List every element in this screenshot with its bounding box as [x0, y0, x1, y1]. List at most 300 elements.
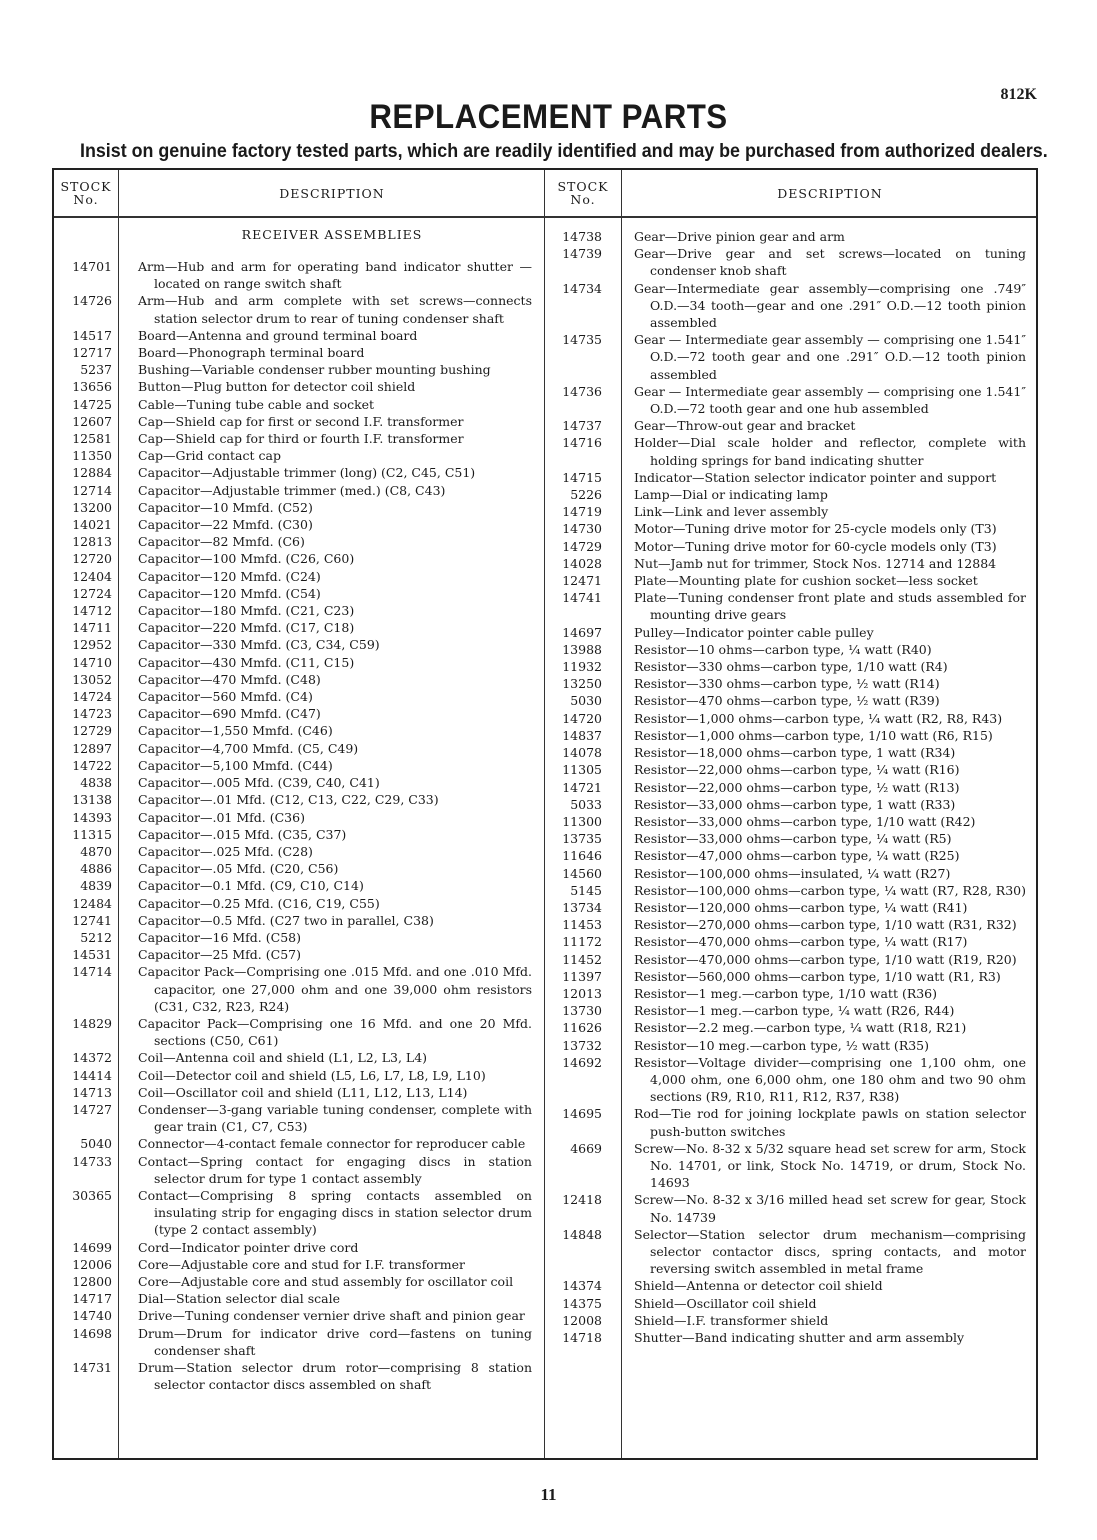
- stock-number: 14829: [72, 1015, 112, 1031]
- part-description: Condenser—3-gang variable tuning condenser, complete with gear train (C1, C7, C53): [138, 1101, 532, 1135]
- part-description: Plate—Mounting plate for cushion socket—less socket: [634, 573, 978, 589]
- table-row: [548, 469, 1038, 486]
- part-description: Rod—Tie rod for joining lockplate pawls on station selector push-button switches: [634, 1106, 1026, 1139]
- stock-number: 12720: [72, 551, 112, 567]
- table-row: [54, 946, 544, 963]
- part-description: Link—Link and lever assembly: [634, 504, 829, 520]
- part-description: Drum—Station selector drum rotor—comprising 8 station selector contactor discs assembled on shaft: [138, 1360, 532, 1393]
- table-row: [54, 533, 544, 550]
- table-row: [54, 464, 544, 481]
- page-title: REPLACEMENT PARTS: [369, 98, 728, 136]
- table-row: [548, 916, 1038, 933]
- stock-number: 12813: [72, 534, 112, 550]
- header-description-right: DESCRIPTION: [777, 185, 883, 201]
- table-row: [548, 882, 1038, 899]
- stock-number: 12729: [72, 723, 112, 739]
- stock-number: 12013: [562, 985, 602, 1001]
- part-description: Resistor—18,000 ohms—carbon type, 1 watt (R34): [634, 745, 956, 761]
- part-description: Capacitor—22 Mmfd. (C30): [138, 517, 313, 533]
- model-code: 812K: [1000, 86, 1037, 103]
- part-description: Resistor—33,000 ohms—carbon type, ¼ watt (R5): [634, 831, 952, 847]
- stock-number: 4669: [570, 1140, 602, 1156]
- stock-number: 11315: [72, 826, 112, 842]
- table-row: [54, 877, 544, 894]
- stock-number: 14697: [562, 624, 602, 640]
- part-description: Resistor—33,000 ohms—carbon type, 1 watt (R33): [634, 796, 956, 812]
- stock-number: 14560: [562, 865, 602, 881]
- table-row: [54, 550, 544, 567]
- stock-number: 14729: [562, 538, 602, 554]
- table-row: [54, 413, 544, 430]
- part-description: Resistor—330 ohms—carbon type, 1/10 watt (R4): [634, 659, 948, 675]
- stock-number: 11350: [72, 448, 112, 464]
- stock-number: 12884: [72, 465, 112, 481]
- table-row: [548, 1105, 1038, 1139]
- part-description: Capacitor—120 Mmfd. (C54): [138, 585, 321, 601]
- part-description: Shield—I.F. transformer shield: [634, 1312, 829, 1328]
- table-row: [548, 1191, 1038, 1225]
- table-row: [548, 847, 1038, 864]
- table-header: [54, 170, 1036, 218]
- table-row: [54, 499, 544, 516]
- table-row: [54, 963, 544, 1015]
- table-row: [54, 671, 544, 688]
- table-row: [548, 641, 1038, 658]
- stock-number: 5226: [570, 487, 602, 503]
- stock-number: 12714: [72, 482, 112, 498]
- stock-number: 14719: [562, 504, 602, 520]
- part-description: Capacitor—1,550 Mmfd. (C46): [138, 723, 333, 739]
- stock-number: 11626: [562, 1020, 602, 1036]
- part-description: Coil—Oscillator coil and shield (L11, L12, L13, L14): [138, 1084, 468, 1100]
- table-row: [548, 520, 1038, 537]
- part-description: Indicator—Station selector indicator pointer and support: [634, 469, 997, 485]
- table-row: [548, 245, 1038, 279]
- table-row: [54, 378, 544, 395]
- table-row: [54, 516, 544, 533]
- stock-number: 14721: [562, 779, 602, 795]
- part-description: Resistor—22,000 ohms—carbon type, ¼ watt (R16): [634, 762, 960, 778]
- part-description: Gear—Intermediate gear assembly—comprising one .749″ O.D.—34 tooth—gear and one .291″ O.D.—12 tooth pinion assembled: [634, 280, 1026, 331]
- table-row: [54, 1153, 544, 1187]
- stock-number: 14375: [562, 1295, 602, 1311]
- part-description: Gear—Drive gear and set screws—located on tuning condenser knob shaft: [634, 246, 1026, 279]
- part-description: Drive—Tuning condenser vernier drive shaft and pinion gear: [138, 1308, 525, 1324]
- stock-number: 14737: [562, 418, 602, 434]
- part-description: Resistor—33,000 ohms—carbon type, 1/10 watt (R42): [634, 813, 976, 829]
- stock-number: 14739: [562, 246, 602, 262]
- table-row: [548, 899, 1038, 916]
- table-row: [548, 761, 1038, 778]
- table-row: [548, 555, 1038, 572]
- stock-number: 14725: [72, 396, 112, 412]
- stock-number: 14717: [72, 1291, 112, 1307]
- part-description: Resistor—270,000 ohms—carbon type, 1/10 watt (R31, R32): [634, 917, 1017, 933]
- table-row: [548, 503, 1038, 520]
- part-description: Resistor—1,000 ohms—carbon type, ¼ watt (R2, R8, R43): [634, 710, 1003, 726]
- part-description: Resistor—22,000 ohms—carbon type, ½ watt (R13): [634, 779, 960, 795]
- table-row: [54, 396, 544, 413]
- part-description: Capacitor—25 Mfd. (C57): [138, 947, 301, 963]
- table-row: [54, 722, 544, 739]
- table-row: [548, 658, 1038, 675]
- part-description: Capacitor—690 Mmfd. (C47): [138, 706, 321, 722]
- table-row: [54, 688, 544, 705]
- stock-number: 13138: [72, 792, 112, 808]
- stock-number: 14531: [72, 947, 112, 963]
- part-description: Capacitor—220 Mmfd. (C17, C18): [138, 620, 355, 636]
- part-description: Drum—Drum for indicator drive cord—fastens on tuning condenser shaft: [138, 1325, 532, 1358]
- table-row: [54, 860, 544, 877]
- table-row: [54, 740, 544, 757]
- part-description: Connector—4-contact female connector for reproducer cable: [138, 1136, 526, 1152]
- table-row: [548, 1295, 1038, 1312]
- part-description: Cable—Tuning tube cable and socket: [138, 396, 375, 412]
- part-description: Capacitor—.015 Mfd. (C35, C37): [138, 826, 347, 842]
- table-row: [54, 1290, 544, 1307]
- table-row: [548, 486, 1038, 503]
- stock-number: 14021: [72, 517, 112, 533]
- table-row: [54, 636, 544, 653]
- table-row: [54, 826, 544, 843]
- table-row: [548, 968, 1038, 985]
- table-row: [548, 865, 1038, 882]
- part-description: Holder—Dial scale holder and reflector, complete with holding springs for band indicating shutter: [634, 435, 1026, 468]
- stock-number: 14740: [72, 1308, 112, 1324]
- stock-number: 13052: [72, 671, 112, 687]
- stock-number: 14715: [562, 469, 602, 485]
- table-row: [548, 1140, 1038, 1192]
- stock-number: 14692: [562, 1054, 602, 1070]
- part-description: Capacitor—10 Mmfd. (C52): [138, 499, 313, 515]
- stock-number: 13730: [562, 1003, 602, 1019]
- part-description: Arm—Hub and arm complete with set screws—connects station selector drum to rear of tuning condenser shaft: [138, 293, 532, 326]
- stock-number: 14731: [72, 1360, 112, 1375]
- stock-number: 11646: [562, 848, 602, 864]
- part-description: Capacitor—.01 Mfd. (C36): [138, 809, 305, 825]
- table-row: [54, 1084, 544, 1101]
- table-row: [54, 757, 544, 774]
- part-description: Cord—Indicator pointer drive cord: [138, 1239, 359, 1255]
- part-description: Lamp—Dial or indicating lamp: [634, 487, 828, 503]
- stock-number: 14848: [562, 1226, 602, 1242]
- part-description: Coil—Detector coil and shield (L5, L6, L7, L8, L9, L10): [138, 1067, 486, 1083]
- part-description: Resistor—1 meg.—carbon type, ¼ watt (R26, R44): [634, 1003, 955, 1019]
- stock-number: 12897: [72, 740, 112, 756]
- table-row: [54, 895, 544, 912]
- part-description: Capacitor—180 Mmfd. (C21, C23): [138, 603, 355, 619]
- part-description: Resistor—1,000 ohms—carbon type, 1/10 watt (R6, R15): [634, 727, 993, 743]
- stock-number: 12418: [562, 1192, 602, 1208]
- header-stock-left: STOCK No.: [60, 179, 112, 207]
- table-row: [54, 361, 544, 378]
- stock-number: 14699: [72, 1239, 112, 1255]
- stock-number: 14727: [72, 1101, 112, 1117]
- table-row: [548, 331, 1038, 383]
- part-description: Resistor—560,000 ohms—carbon type, 1/10 watt (R1, R3): [634, 968, 1001, 984]
- stock-number: 14720: [562, 710, 602, 726]
- table-row: [54, 809, 544, 826]
- table-row: [54, 1359, 544, 1393]
- stock-number: 14733: [72, 1153, 112, 1169]
- stock-number: 14028: [562, 555, 602, 571]
- stock-number: 13734: [562, 899, 602, 915]
- stock-number: 5033: [570, 796, 602, 812]
- part-description: Contact—Spring contact for engaging discs in station selector drum for type 1 contact assembly: [138, 1153, 532, 1186]
- table-row: [548, 796, 1038, 813]
- table-row: [548, 779, 1038, 796]
- stock-number: 14711: [72, 620, 112, 636]
- part-description: Board—Antenna and ground terminal board: [138, 327, 418, 343]
- stock-number: 14738: [562, 229, 602, 244]
- part-description: Capacitor—0.1 Mfd. (C9, C10, C14): [138, 878, 364, 894]
- stock-number: 14726: [72, 293, 112, 309]
- table-row: [548, 675, 1038, 692]
- stock-number: 14735: [562, 332, 602, 348]
- part-description: Resistor—10 ohms—carbon type, ¼ watt (R40): [634, 641, 932, 657]
- table-row: [548, 1019, 1038, 1036]
- table-row: [548, 383, 1038, 417]
- table-row: [548, 744, 1038, 761]
- stock-number: 12471: [562, 573, 602, 589]
- stock-number: 12607: [72, 413, 112, 429]
- table-row: [548, 538, 1038, 555]
- stock-number: 14722: [72, 757, 112, 773]
- part-description: Capacitor—.005 Mfd. (C39, C40, C41): [138, 775, 380, 791]
- table-row: [548, 1037, 1038, 1054]
- stock-number: 12717: [72, 345, 112, 361]
- part-description: Shield—Antenna or detector coil shield: [634, 1278, 883, 1294]
- table-row: [548, 985, 1038, 1002]
- part-description: Resistor—100,000 ohms—carbon type, ¼ watt (R7, R28, R30): [634, 882, 1026, 898]
- part-description: Capacitor Pack—Comprising one 16 Mfd. and one 20 Mfd. sections (C50, C61): [138, 1015, 532, 1049]
- part-description: Gear—Throw-out gear and bracket: [634, 418, 856, 434]
- stock-number: 12581: [72, 431, 112, 447]
- stock-number: 13988: [562, 641, 602, 657]
- table-row: [54, 344, 544, 361]
- stock-number: 13250: [562, 676, 602, 692]
- header-description-left: DESCRIPTION: [279, 185, 385, 201]
- stock-number: 5237: [80, 362, 112, 378]
- table-row: [54, 327, 544, 344]
- stock-number: 12006: [72, 1256, 112, 1272]
- part-description: Nut—Jamb nut for trimmer, Stock Nos. 12714 and 12884: [634, 555, 997, 571]
- part-description: Resistor—2.2 meg.—carbon type, ¼ watt (R18, R21): [634, 1020, 967, 1036]
- table-row: [54, 843, 544, 860]
- stock-number: 13732: [562, 1037, 602, 1053]
- part-description: Shield—Oscillator coil shield: [634, 1295, 817, 1311]
- part-description: Capacitor—.01 Mfd. (C12, C13, C22, C29, C33): [138, 792, 439, 808]
- stock-number: 11300: [562, 813, 602, 829]
- table-row: [548, 572, 1038, 589]
- table-row: [54, 430, 544, 447]
- part-description: Capacitor—100 Mmfd. (C26, C60): [138, 551, 355, 567]
- table-row: [54, 1273, 544, 1290]
- table-row: [54, 791, 544, 808]
- table-row: [54, 619, 544, 636]
- part-description: Dial—Station selector dial scale: [138, 1291, 340, 1307]
- part-description: Capacitor—Adjustable trimmer (long) (C2, C45, C51): [138, 465, 476, 481]
- stock-number: 12484: [72, 895, 112, 911]
- table-row: [54, 774, 544, 791]
- stock-number: 14724: [72, 689, 112, 705]
- parts-table: [52, 168, 1038, 1460]
- part-description: Capacitor—82 Mmfd. (C6): [138, 534, 305, 550]
- part-description: Cap—Shield cap for third or fourth I.F. transformer: [138, 431, 464, 447]
- part-description: Gear — Intermediate gear assembly — comprising one 1.541″ O.D.—72 tooth gear and one hub assembled: [634, 383, 1026, 417]
- part-description: Capacitor—0.5 Mfd. (C27 two in parallel, C38): [138, 912, 434, 928]
- stock-number: 14393: [72, 809, 112, 825]
- stock-number: 14723: [72, 706, 112, 722]
- stock-number: 5040: [80, 1136, 112, 1152]
- table-row: [548, 228, 1038, 245]
- part-description: Resistor—10 meg.—carbon type, ½ watt (R35): [634, 1037, 930, 1053]
- table-row: [54, 1325, 544, 1359]
- stock-number: 12404: [72, 568, 112, 584]
- stock-number: 12741: [72, 912, 112, 928]
- stock-number: 11932: [562, 659, 602, 675]
- part-description: Plate—Tuning condenser front plate and studs assembled for mounting drive gears: [634, 590, 1026, 623]
- stock-number: 14730: [562, 521, 602, 537]
- part-description: Core—Adjustable core and stud assembly for oscillator coil: [138, 1273, 514, 1289]
- stock-number: 14078: [562, 745, 602, 761]
- stock-number: 11453: [562, 917, 602, 933]
- table-row: [548, 280, 1038, 332]
- part-description: Resistor—470,000 ohms—carbon type, 1/10 watt (R19, R20): [634, 951, 1017, 967]
- part-description: Capacitor—.05 Mfd. (C20, C56): [138, 861, 339, 877]
- table-row: [548, 692, 1038, 709]
- part-description: Pulley—Indicator pointer cable pulley: [634, 624, 874, 640]
- part-description: Resistor—470 ohms—carbon type, ½ watt (R39): [634, 693, 940, 709]
- part-description: Capacitor—0.25 Mfd. (C16, C19, C55): [138, 895, 380, 911]
- section-heading: RECEIVER ASSEMBLIES: [241, 227, 423, 242]
- table-row: [54, 1307, 544, 1324]
- stock-number: 4838: [80, 775, 112, 791]
- table-row: [548, 1277, 1038, 1294]
- stock-number: 4886: [80, 861, 112, 877]
- part-description: Screw—No. 8-32 x 5/32 square head set screw for arm, Stock No. 14701, or link, Stock No. 14719, or drum, Stock No. 14693: [634, 1140, 1026, 1191]
- table-row: [54, 1239, 544, 1256]
- part-description: Screw—No. 8-32 x 3/16 milled head set screw for gear, Stock No. 14739: [634, 1192, 1026, 1225]
- stock-number: 12724: [72, 585, 112, 601]
- stock-number: 14716: [562, 435, 602, 451]
- part-description: Arm—Hub and arm for operating band indicator shutter —located on range switch shaft: [138, 259, 532, 292]
- table-row: [54, 568, 544, 585]
- stock-number: 14741: [562, 590, 602, 606]
- stock-number: 4839: [80, 878, 112, 894]
- part-description: Capacitor—5,100 Mmfd. (C44): [138, 757, 333, 773]
- table-row: [54, 585, 544, 602]
- stock-number: 14713: [72, 1084, 112, 1100]
- part-description: Shutter—Band indicating shutter and arm assembly: [634, 1330, 965, 1345]
- table-row: [548, 1226, 1038, 1278]
- table-row: [548, 1329, 1038, 1346]
- table-row: [54, 1135, 544, 1152]
- table-row: [548, 1002, 1038, 1019]
- table-row: [54, 447, 544, 464]
- part-description: Board—Phonograph terminal board: [138, 345, 365, 361]
- table-row: [548, 417, 1038, 434]
- parts-column-right: [548, 228, 1038, 1346]
- stock-number: 11305: [562, 762, 602, 778]
- table-row: [54, 292, 544, 326]
- table-row: [54, 602, 544, 619]
- stock-number: 4870: [80, 843, 112, 859]
- table-row: [54, 1015, 544, 1049]
- table-row: [548, 933, 1038, 950]
- table-row: [548, 710, 1038, 727]
- table-row: [548, 1054, 1038, 1106]
- table-row: [548, 589, 1038, 623]
- part-description: Resistor—Voltage divider—comprising one 1,100 ohm, one 4,000 ohm, one 6,000 ohm, one 180 ohm and two 90 ohm sections (R9, R10, R11, R12, R37, R38): [634, 1054, 1026, 1105]
- part-description: Resistor—47,000 ohms—carbon type, ¼ watt (R25): [634, 848, 960, 864]
- table-row: [54, 1067, 544, 1084]
- stock-number: 14736: [562, 383, 602, 399]
- part-description: Button—Plug button for detector coil shield: [138, 379, 416, 395]
- part-description: Capacitor—430 Mmfd. (C11, C15): [138, 654, 355, 670]
- part-description: Resistor—470,000 ohms—carbon type, ¼ watt (R17): [634, 934, 968, 950]
- stock-number: 14718: [562, 1330, 602, 1345]
- stock-number: 5212: [80, 929, 112, 945]
- part-description: Capacitor—560 Mmfd. (C4): [138, 689, 313, 705]
- stock-number: 5030: [570, 693, 602, 709]
- part-description: Core—Adjustable core and stud for I.F. transformer: [138, 1256, 465, 1272]
- part-description: Coil—Antenna coil and shield (L1, L2, L3, L4): [138, 1050, 428, 1066]
- stock-number: 13656: [72, 379, 112, 395]
- stock-number: 14714: [72, 964, 112, 980]
- stock-number: 30365: [72, 1187, 112, 1203]
- table-row: [548, 951, 1038, 968]
- part-description: Capacitor—4,700 Mmfd. (C5, C49): [138, 740, 359, 756]
- table-row: [54, 258, 544, 292]
- table-row: [54, 654, 544, 671]
- part-description: Selector—Station selector drum mechanism—comprising selector contactor discs, spring contacts, and motor reversing switch assembled in metal frame: [634, 1226, 1026, 1277]
- stock-number: 14712: [72, 603, 112, 619]
- table-row: [548, 624, 1038, 641]
- table-row: [54, 1101, 544, 1135]
- part-description: Motor—Tuning drive motor for 60-cycle models only (T3): [634, 538, 997, 554]
- stock-number: 14710: [72, 654, 112, 670]
- stock-number: 13735: [562, 831, 602, 847]
- part-description: Cap—Grid contact cap: [138, 448, 281, 464]
- stock-number: 14517: [72, 327, 112, 343]
- part-description: Motor—Tuning drive motor for 25-cycle models only (T3): [634, 521, 997, 537]
- part-description: Capacitor—16 Mfd. (C58): [138, 929, 301, 945]
- part-description: Resistor—330 ohms—carbon type, ½ watt (R14): [634, 676, 940, 692]
- table-row: [54, 1049, 544, 1066]
- column-divider: [544, 170, 545, 1458]
- table-row: [548, 434, 1038, 468]
- part-description: Capacitor Pack—Comprising one .015 Mfd. and one .010 Mfd. capacitor, one 27,000 ohm and one 39,000 ohm resistors (C31, C32, R23, R24): [138, 964, 532, 1014]
- table-row: [54, 1187, 544, 1239]
- stock-number: 12008: [562, 1312, 602, 1328]
- page-subtitle: Insist on genuine factory tested parts, which are readily identified and may be purchased from authorized dealers.: [80, 141, 1048, 162]
- part-description: Capacitor—120 Mmfd. (C24): [138, 568, 321, 584]
- part-description: Resistor—1 meg.—carbon type, 1/10 watt (R36): [634, 985, 938, 1001]
- stock-number: 12800: [72, 1273, 112, 1289]
- stock-number: 14734: [562, 280, 602, 296]
- stock-number: 14701: [72, 259, 112, 274]
- stock-number: 11172: [562, 934, 602, 950]
- stock-number: 12952: [72, 637, 112, 653]
- table-row: [548, 813, 1038, 830]
- table-row: [54, 929, 544, 946]
- stock-number: 14698: [72, 1325, 112, 1341]
- stock-number: 14837: [562, 727, 602, 743]
- table-row: [54, 705, 544, 722]
- part-description: Contact—Comprising 8 spring contacts assembled on insulating strip for engaging discs in station selector drum (type 2 contact assembly): [138, 1187, 532, 1238]
- part-description: Cap—Shield cap for first or second I.F. transformer: [138, 413, 464, 429]
